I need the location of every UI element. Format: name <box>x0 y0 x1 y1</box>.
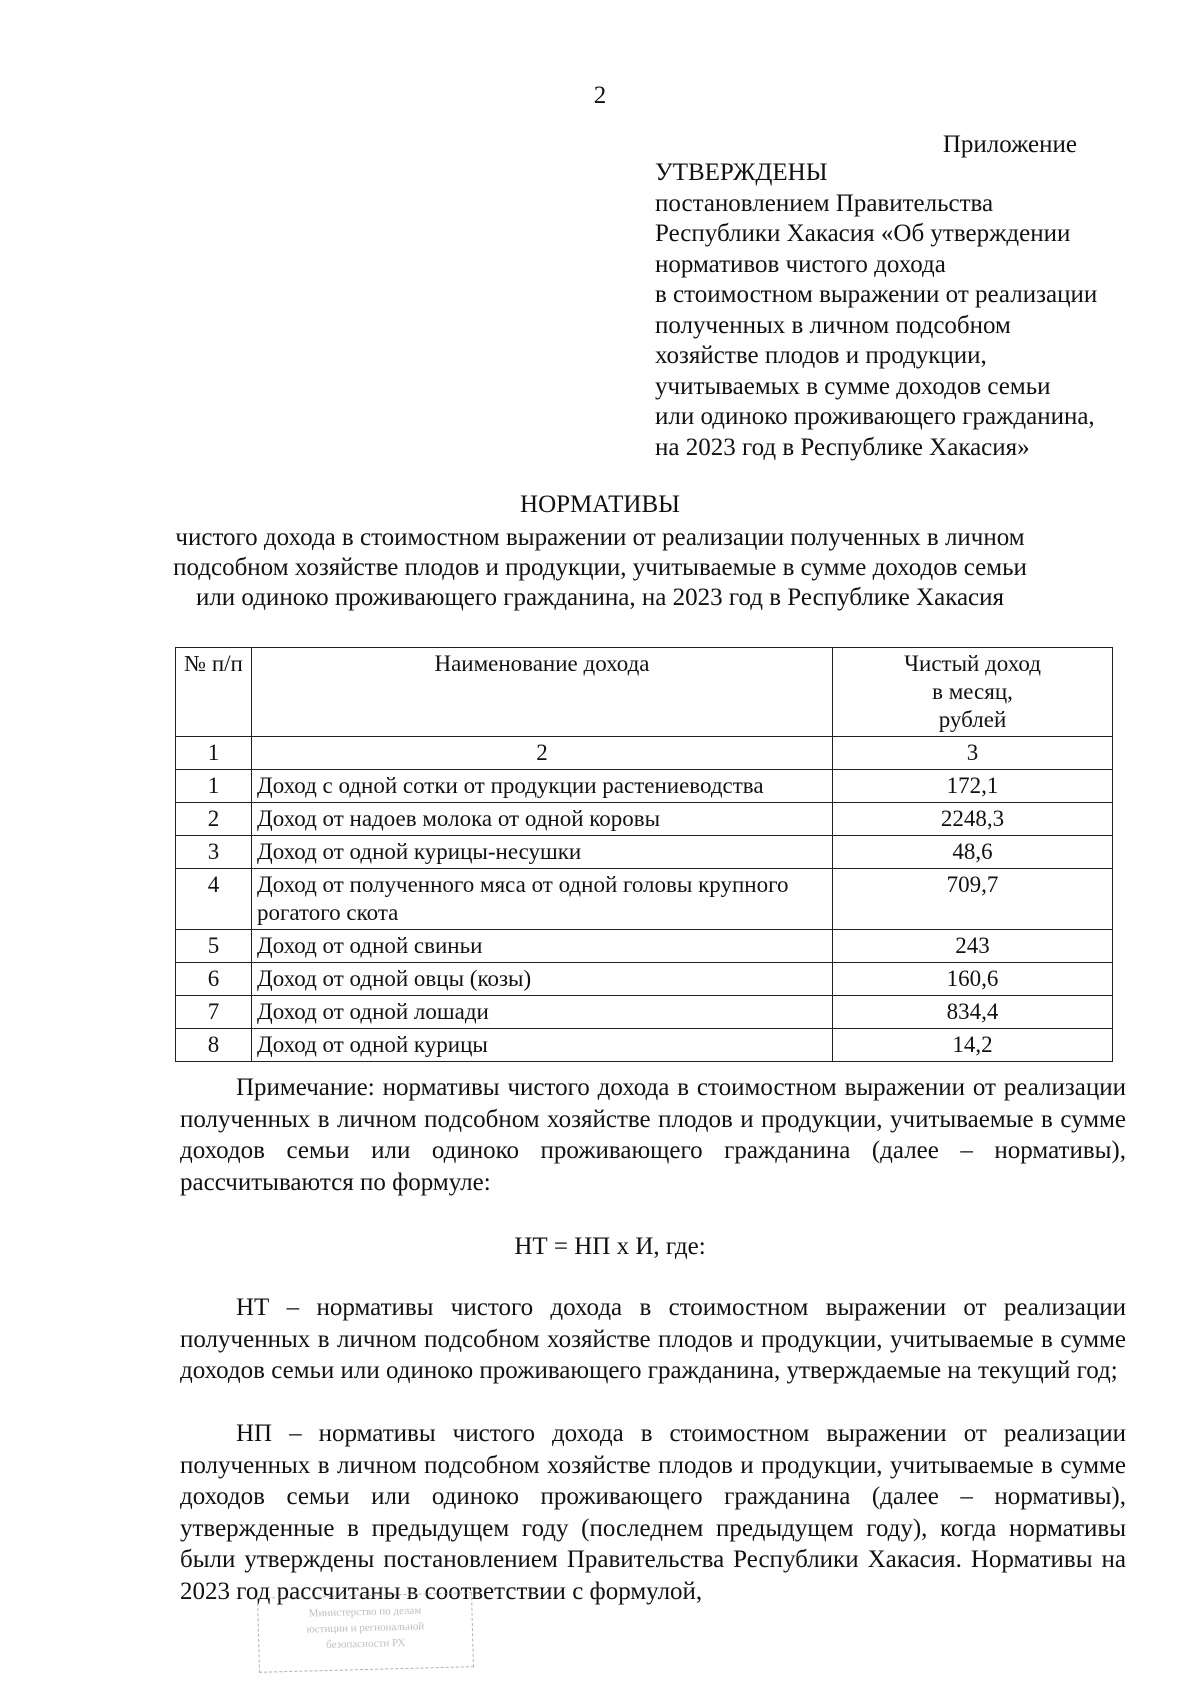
income-name: Доход от одной свиньи <box>252 930 833 963</box>
table-row <box>176 996 1113 1029</box>
definition-nt: НТ – нормативы чистого дохода в стоимостном выражении от реализации полученных в личном подсобном хозяйстве плодов и продукции, учитываемые в сумме доходов семьи или одиноко проживающего гражданина, утверждаемые на текущий год; <box>180 1294 1126 1384</box>
row-number: 6 <box>176 963 252 996</box>
norms-table <box>175 647 1113 1062</box>
row-number: 3 <box>176 836 252 869</box>
document-title: НОРМАТИВЫ <box>520 491 680 518</box>
approval-block <box>655 158 1135 463</box>
page-number: 2 <box>593 82 607 109</box>
definition-np: НП – нормативы чистого дохода в стоимостном выражении от реализации полученных в личном подсобном хозяйстве плодов и продукции, учитываемые в сумме доходов семьи или одиноко проживающего гражданина (далее – нормативы), утвержденные в предыдущем году (последнем предыдущем году), когда нормативы были утверждены постановлением Правительства Республики Хакасия. Нормативы на 2023 год рассчитаны в соответствии с формулой, <box>180 1420 1126 1605</box>
income-value: 709,7 <box>833 869 1113 930</box>
income-value: 834,4 <box>833 996 1113 1029</box>
approval-line: Республики Хакасия «Об утверждении <box>655 220 1071 247</box>
income-value: 243 <box>833 930 1113 963</box>
row-number: 5 <box>176 930 252 963</box>
income-name: Доход от одной курицы-несушки <box>252 836 833 869</box>
approval-line: полученных в личном подсобном <box>655 311 1011 339</box>
approval-line: или одиноко проживающего гражданина, <box>655 403 1095 430</box>
table-row <box>176 1029 1113 1062</box>
header-number: № п/п <box>176 648 252 737</box>
row-number: 8 <box>176 1029 252 1062</box>
income-name: Доход от одной овцы (козы) <box>252 963 833 996</box>
table-row <box>176 963 1113 996</box>
table-row <box>176 836 1113 869</box>
approval-line: в стоимостном выражении от реализации <box>655 281 1098 308</box>
income-name: Доход от полученного мяса от одной головы крупного рогатого скота <box>252 869 833 930</box>
income-value: 14,2 <box>833 1029 1113 1062</box>
table-row <box>176 869 1113 930</box>
row-number: 2 <box>176 803 252 836</box>
table-cell: 2 <box>252 737 833 770</box>
row-number: 1 <box>176 770 252 803</box>
approval-heading: УТВЕРЖДЕНЫ <box>655 159 828 186</box>
note-paragraph: Примечание: нормативы чистого дохода в стоимостном выражении от реализации полученных в личном подсобном хозяйстве плодов и продукции, учитываемые в сумме доходов семьи или одиноко проживающего гражданина (далее – нормативы), рассчитываются по формуле: <box>180 1074 1126 1196</box>
approval-line: нормативов чистого дохода <box>655 250 946 278</box>
approval-line: хозяйстве плодов и продукции, <box>655 342 987 369</box>
registration-stamp: Министерство по делам юстиции и региональной безопасности РХ <box>257 1592 474 1673</box>
income-value: 48,6 <box>833 836 1113 869</box>
income-value: 2248,3 <box>833 803 1113 836</box>
column-index-row <box>176 737 1113 770</box>
table-row <box>176 770 1113 803</box>
income-name: Доход от одной лошади <box>252 996 833 1029</box>
row-number: 7 <box>176 996 252 1029</box>
row-number: 4 <box>176 869 252 930</box>
approval-line: на 2023 год в Республике Хакасия» <box>655 433 1030 461</box>
income-value: 172,1 <box>833 770 1113 803</box>
income-name: Доход от одной курицы <box>252 1029 833 1062</box>
appendix-label: Приложение <box>942 131 1077 158</box>
approval-line: постановлением Правительства <box>655 189 994 217</box>
document-subtitle <box>100 523 1100 613</box>
table-row <box>176 930 1113 963</box>
income-name: Доход с одной сотки от продукции растениеводства <box>252 770 833 803</box>
table-row <box>176 803 1113 836</box>
table-header-row <box>176 648 1113 737</box>
subtitle-line: или одиноко проживающего гражданина, на 2023 год в Республике Хакасия <box>195 584 1005 611</box>
approval-line: учитываемых в сумме доходов семьи <box>655 372 1051 400</box>
subtitle-line: подсобном хозяйстве плодов и продукции, учитываемые в сумме доходов семьи <box>173 554 1027 581</box>
table-cell: 3 <box>833 737 1113 770</box>
income-value: 160,6 <box>833 963 1113 996</box>
income-name: Доход от надоев молока от одной коровы <box>252 803 833 836</box>
subtitle-line: чистого дохода в стоимостном выражении от реализации полученных в личном <box>175 524 1025 551</box>
table-cell: 1 <box>176 737 252 770</box>
formula: НТ = НП х И, где: <box>514 1233 706 1260</box>
header-income-name: Наименование дохода <box>252 648 833 737</box>
header-net-income: Чистый доход в месяц, рублей <box>833 648 1113 737</box>
